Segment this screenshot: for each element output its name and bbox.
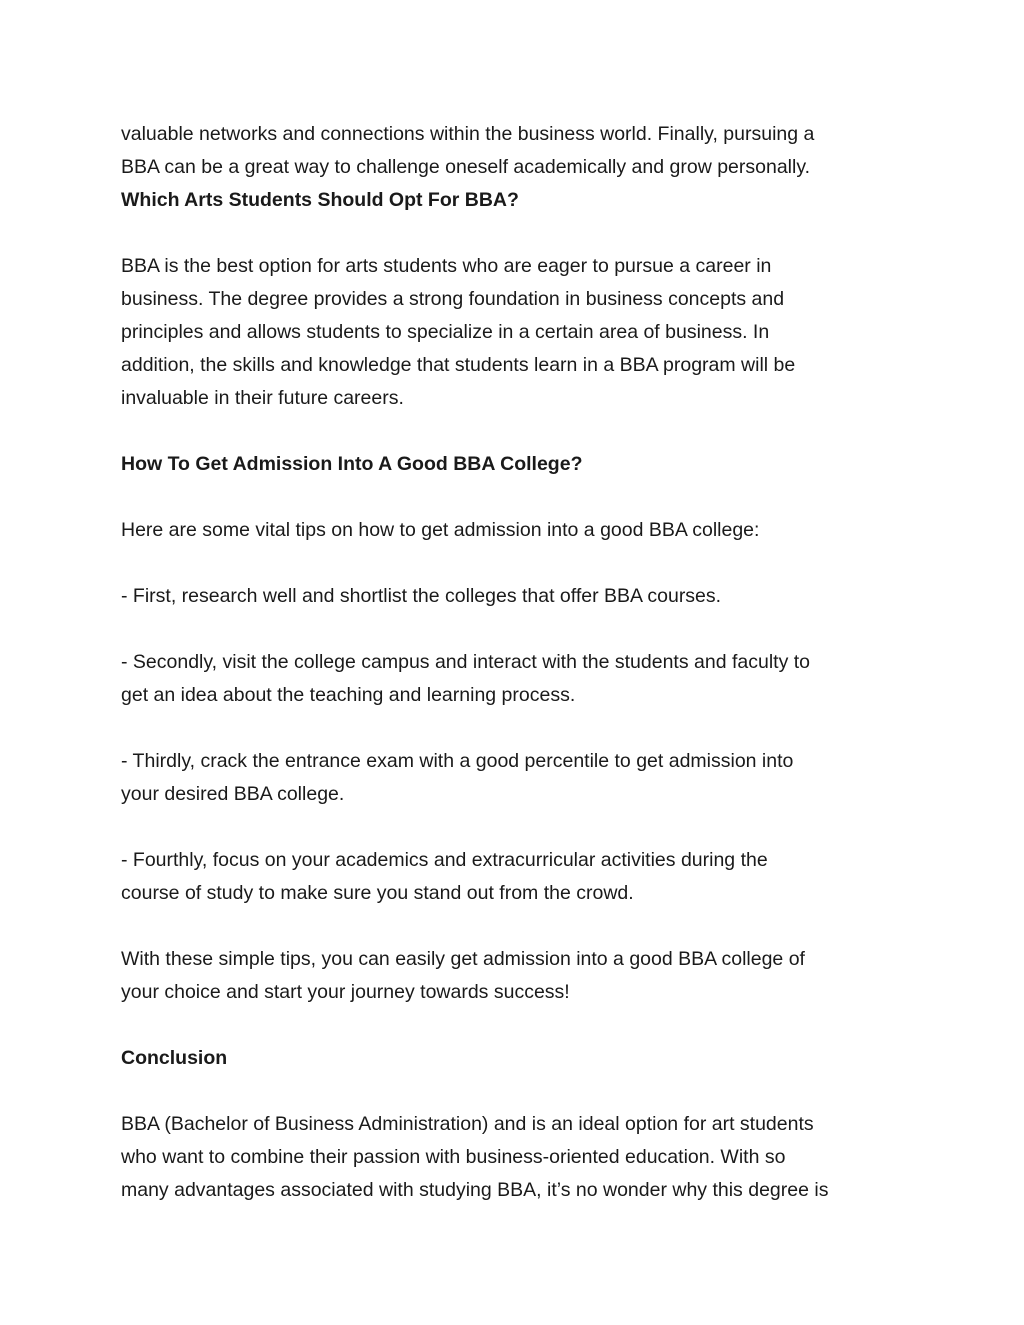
closing-tips-paragraph — [121, 943, 911, 1009]
tip-item-4 — [121, 844, 911, 910]
text-line: - Fourthly, focus on your academics and extracurricular activities during the — [121, 849, 768, 871]
text-line: many advantages associated with studying BBA, it’s no wonder why this degree is — [121, 1179, 829, 1201]
intro-paragraph — [121, 118, 911, 184]
text-line: addition, the skills and knowledge that students learn in a BBA program will be — [121, 354, 796, 376]
arts-paragraph — [121, 250, 911, 415]
document-body — [121, 118, 911, 1207]
tip-item-1 — [121, 580, 911, 613]
text-line: valuable networks and connections within the business world. Finally, pursuing a — [121, 123, 815, 145]
tip-item-3 — [121, 745, 911, 811]
text-line: principles and allows students to specialize in a certain area of business. In — [121, 321, 770, 343]
tip-item-2 — [121, 646, 911, 712]
conclusion-paragraph — [121, 1108, 911, 1207]
text-line: BBA is the best option for arts students who are eager to pursue a career in — [121, 255, 772, 277]
tips-intro-paragraph — [121, 514, 911, 547]
heading-admission: How To Get Admission Into A Good BBA College? — [121, 453, 583, 475]
text-line: course of study to make sure you stand out from the crowd. — [121, 882, 634, 904]
text-line: - Secondly, visit the college campus and interact with the students and faculty to — [121, 651, 811, 673]
text-line: your choice and start your journey towards success! — [121, 981, 570, 1003]
text-line: - Thirdly, crack the entrance exam with a good percentile to get admission into — [121, 750, 794, 772]
text-line: With these simple tips, you can easily get admission into a good BBA college of — [121, 948, 805, 970]
text-line: invaluable in their future careers. — [121, 387, 404, 409]
heading-conclusion: Conclusion — [121, 1047, 228, 1069]
text-line: get an idea about the teaching and learning process. — [121, 684, 576, 706]
text-line: - First, research well and shortlist the colleges that offer BBA courses. — [121, 585, 722, 607]
text-line: Here are some vital tips on how to get admission into a good BBA college: — [121, 519, 760, 541]
heading-arts-students: Which Arts Students Should Opt For BBA? — [121, 189, 519, 211]
text-line: who want to combine their passion with business-oriented education. With so — [121, 1146, 786, 1168]
text-line: business. The degree provides a strong foundation in business concepts and — [121, 288, 785, 310]
text-line: BBA (Bachelor of Business Administration) and is an ideal option for art students — [121, 1113, 814, 1135]
text-line: your desired BBA college. — [121, 783, 345, 805]
text-line: BBA can be a great way to challenge oneself academically and grow personally. — [121, 156, 811, 178]
